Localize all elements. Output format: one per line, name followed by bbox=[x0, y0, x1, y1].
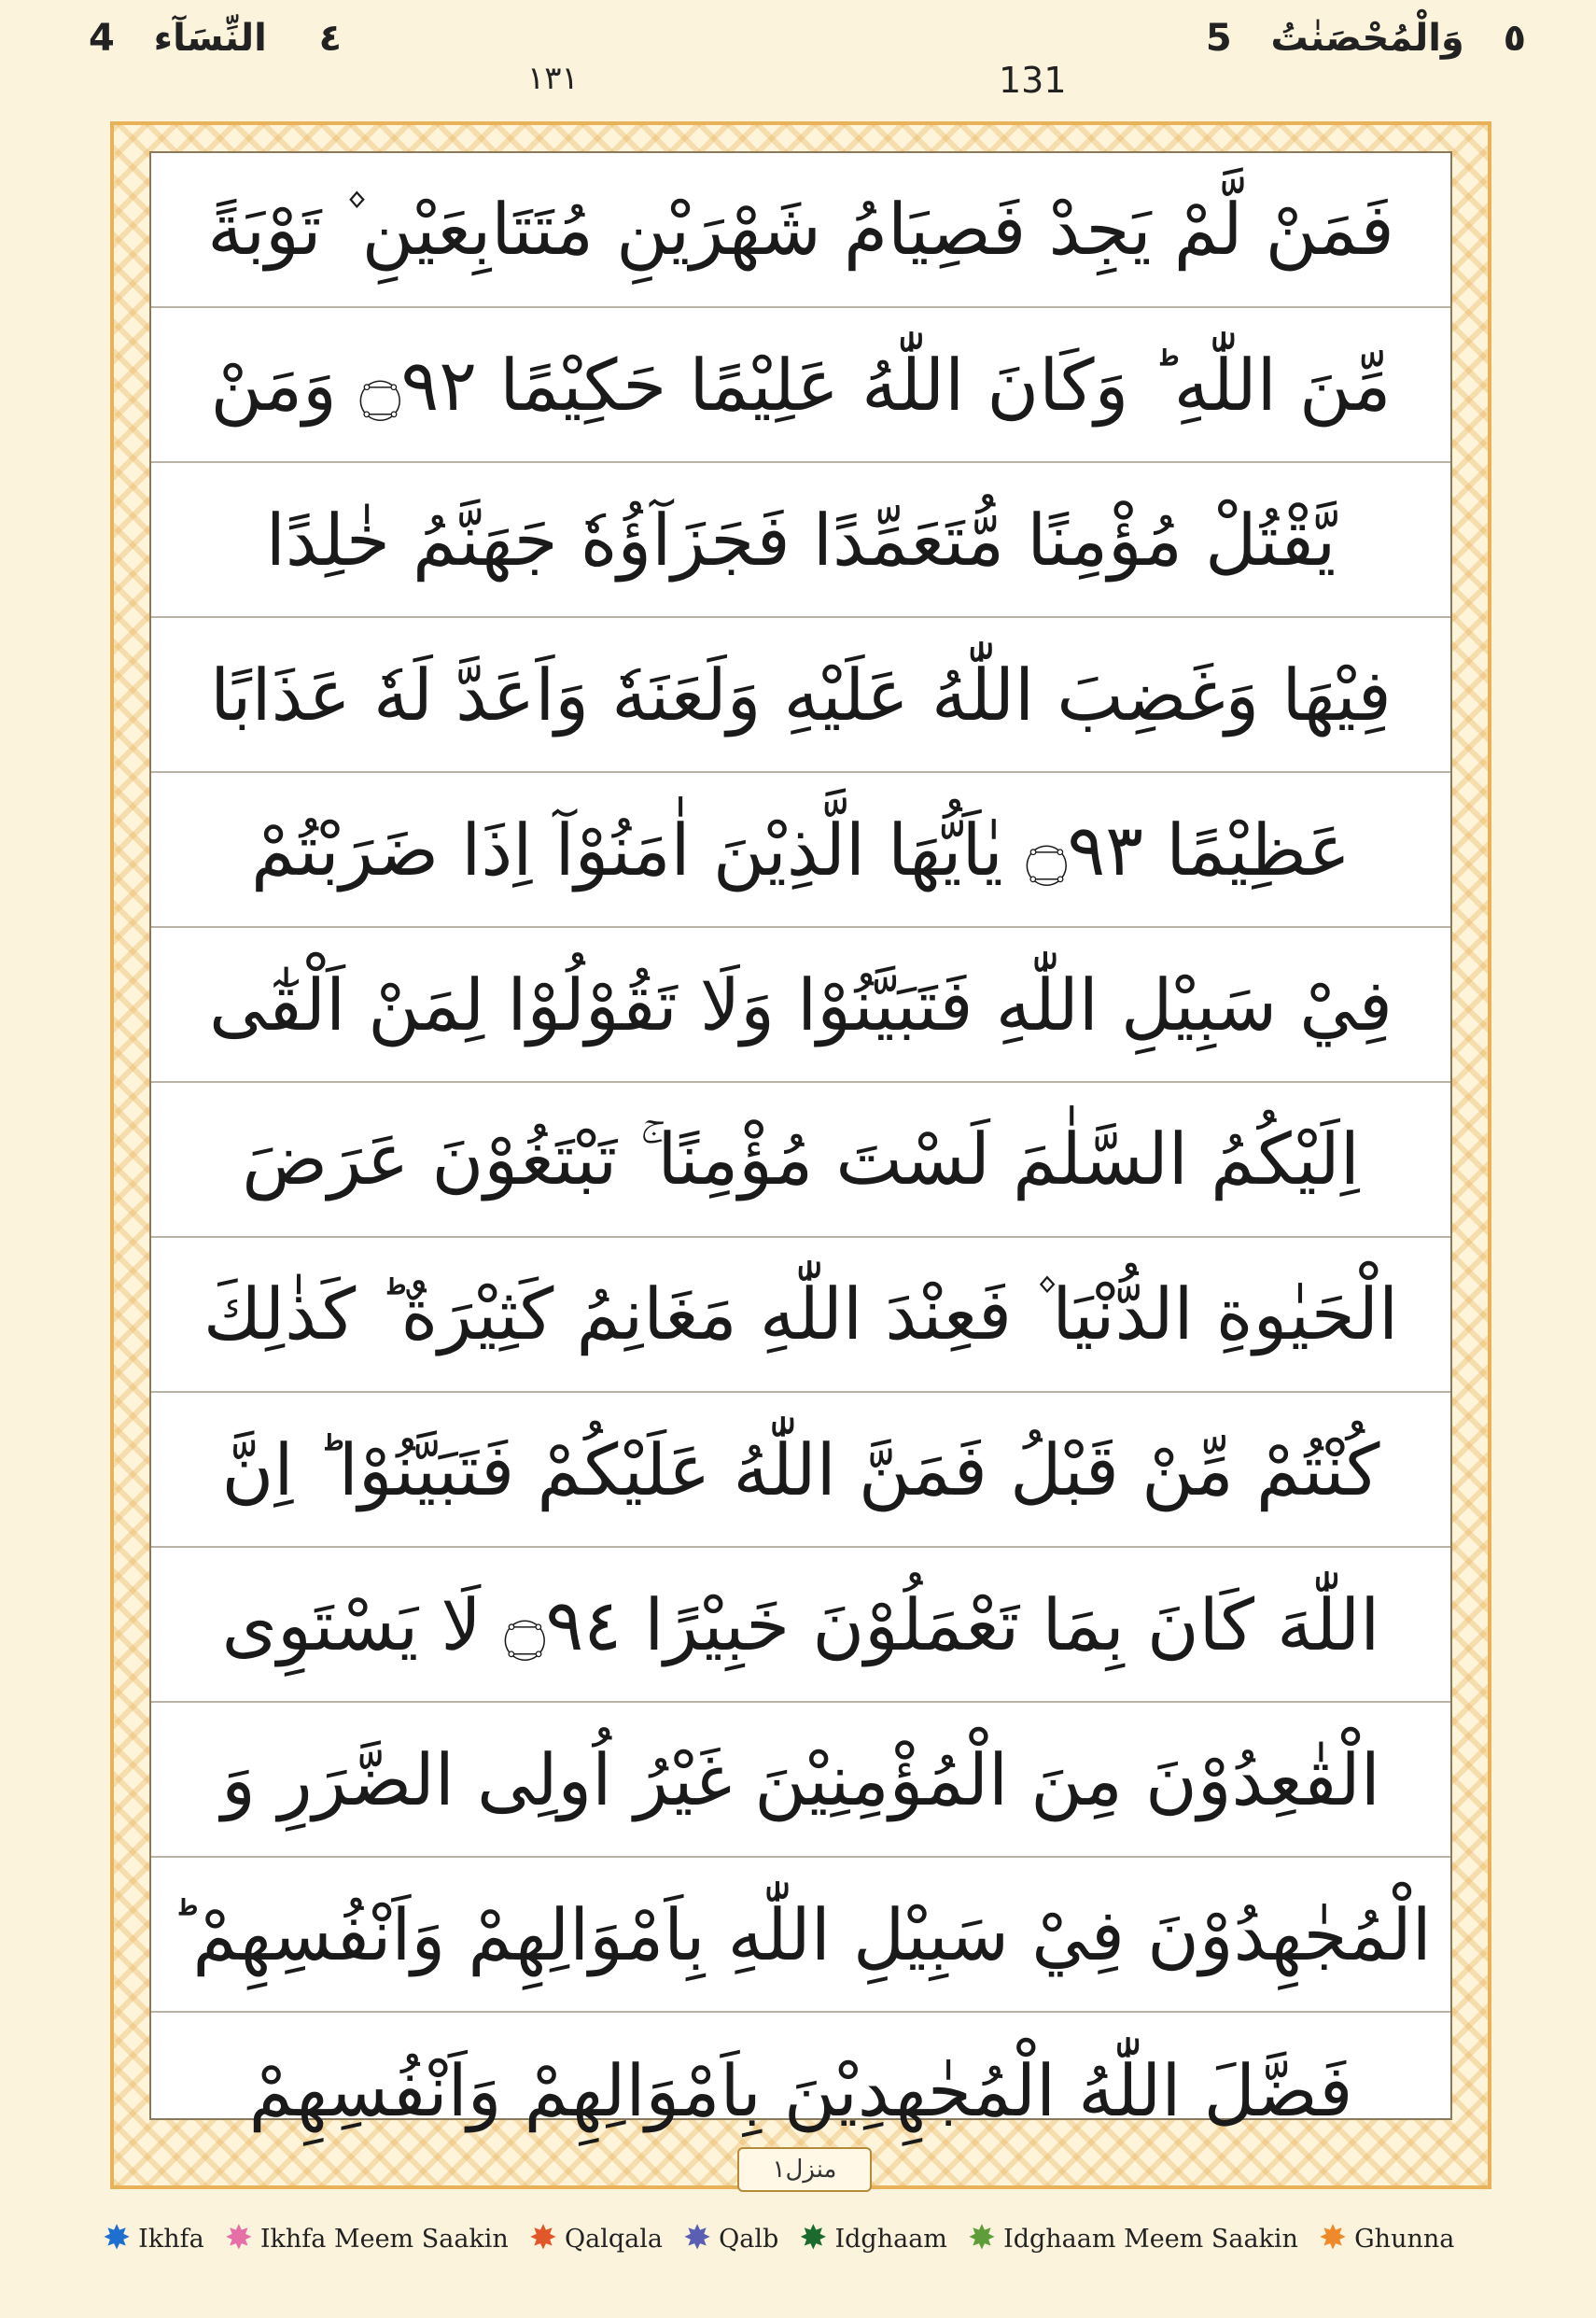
left-surah-name: النِّسَآء bbox=[153, 17, 267, 60]
legend-label: Ghunna bbox=[1354, 2224, 1455, 2254]
star-icon: ✸ bbox=[103, 2219, 132, 2257]
legend-label: Qalb bbox=[719, 2224, 779, 2254]
right-juz-num: 5 bbox=[1205, 17, 1232, 60]
star-icon: ✸ bbox=[799, 2219, 828, 2257]
legend-item-qalqala bbox=[528, 2219, 663, 2257]
legend-item-ikhfa bbox=[103, 2219, 204, 2257]
left-juz-ar: ٤ bbox=[318, 17, 342, 60]
page-number-arabic: ١٣١ bbox=[527, 60, 579, 97]
verse-line: فَضَّلَ اللّٰهُ الْمُجٰهِدِيْنَ بِاَمْوَالِهِمْ وَاَنْفُسِهِمْ bbox=[248, 2048, 1353, 2132]
star-icon: ✸ bbox=[1318, 2219, 1348, 2257]
right-juz-name: وَالْمُحْصَنٰتُ bbox=[1270, 17, 1464, 60]
page-header bbox=[0, 0, 1596, 112]
left-juz-num: 4 bbox=[89, 17, 115, 60]
page-number: 131 bbox=[999, 60, 1067, 101]
right-juz-ar: ٥ bbox=[1503, 17, 1526, 60]
verse-line: فَمَنْ لَّمْ يَجِدْ فَصِيَامُ شَهْرَيْنِ مُتَتَابِعَيْنِ ۫ تَوْبَةً bbox=[151, 153, 1450, 308]
manzil-marker: منزل۱ bbox=[737, 2147, 872, 2192]
legend-label: Idghaam bbox=[834, 2224, 947, 2254]
verse-line: فِيْ سَبِيْلِ اللّٰهِ فَتَبَيَّنُوْا وَلَا تَقُوْلُوْا لِمَنْ اَلْقٰٓى bbox=[151, 928, 1450, 1083]
legend-item-idghaam-meem-saakin bbox=[967, 2219, 1298, 2257]
legend-item-ghunna bbox=[1318, 2219, 1455, 2257]
star-icon: ✸ bbox=[528, 2219, 557, 2257]
legend-item-idghaam bbox=[799, 2219, 947, 2257]
legend-label: Idghaam Meem Saakin bbox=[1003, 2224, 1298, 2254]
legend-label: Ikhfa Meem Saakin bbox=[259, 2224, 509, 2254]
legend-item-qalb bbox=[682, 2219, 779, 2257]
tajweed-legend bbox=[103, 2211, 1503, 2267]
verse-line: الْحَيٰوةِ الدُّنْيَا ۫ فَعِنْدَ اللّٰهِ مَغَانِمُ كَثِيْرَةٌ ؕ كَذٰلِكَ bbox=[151, 1238, 1450, 1393]
verse-line: اِلَيْكُمُ السَّلٰمَ لَسْتَ مُؤْمِنًا ۚ تَبْتَغُوْنَ عَرَضَ bbox=[151, 1083, 1450, 1238]
verse-line: فِيْهَا وَغَضِبَ اللّٰهُ عَلَيْهِ وَلَعَنَهٗ وَاَعَدَّ لَهٗ عَذَابًا bbox=[151, 618, 1450, 773]
ornamental-frame bbox=[110, 121, 1491, 2189]
legend-item-ikhfa-meem-saakin bbox=[224, 2219, 509, 2257]
verse-line: اللّٰهَ كَانَ بِمَا تَعْمَلُوْنَ خَبِيْرًا ۝٩٤ لَا يَسْتَوِى bbox=[151, 1548, 1450, 1703]
right-header bbox=[1206, 17, 1526, 60]
star-icon: ✸ bbox=[967, 2219, 997, 2257]
left-header bbox=[89, 17, 342, 60]
verse-line: مِّنَ اللّٰهِ ؕ وَكَانَ اللّٰهُ عَلِيْمًا حَكِيْمًا ۝٩٢ وَمَنْ bbox=[151, 308, 1450, 463]
verse-line: كُنْتُمْ مِّنْ قَبْلُ فَمَنَّ اللّٰهُ عَلَيْكُمْ فَتَبَيَّنُوْا ؕ اِنَّ bbox=[151, 1393, 1450, 1548]
legend-label: Ikhfa bbox=[138, 2224, 204, 2254]
verse-line: الْمُجٰهِدُوْنَ فِيْ سَبِيْلِ اللّٰهِ بِاَمْوَالِهِمْ وَاَنْفُسِهِمْ ؕ bbox=[151, 1858, 1450, 2013]
verse-line: يَّقْتُلْ مُؤْمِنًا مُّتَعَمِّدًا فَجَزَآؤُهٗ جَهَنَّمُ خٰلِدًا bbox=[151, 463, 1450, 618]
legend-label: Qalqala bbox=[564, 2224, 663, 2254]
quran-text-panel bbox=[149, 151, 1452, 2132]
verse-line: الْقٰعِدُوْنَ مِنَ الْمُؤْمِنِيْنَ غَيْرُ اُولِى الضَّرَرِ وَ bbox=[151, 1703, 1450, 1858]
star-icon: ✸ bbox=[224, 2219, 253, 2257]
verse-line: عَظِيْمًا ۝٩٣ يٰاَيُّهَا الَّذِيْنَ اٰمَنُوْآ اِذَا ضَرَبْتُمْ bbox=[151, 773, 1450, 928]
star-icon: ✸ bbox=[682, 2219, 712, 2257]
